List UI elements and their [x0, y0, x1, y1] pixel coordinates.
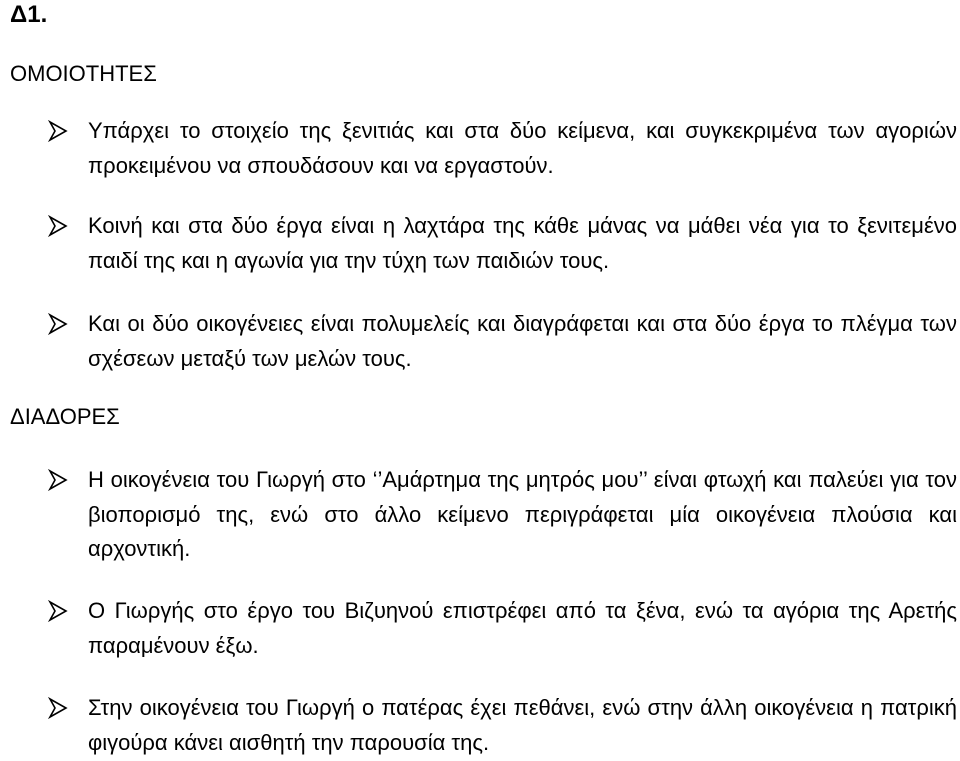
arrowhead-bullet-icon [47, 114, 69, 148]
list-item [47, 463, 957, 567]
page-heading: Δ1. [10, 1, 48, 28]
list-item-text: Κοινή και στα δύο έργα είναι η λαχτάρα της κάθε μάνας να μάθει νέα για το ξενιτεμένο παιδί της και η αγωνία για την τύχη των παιδιών τους. [88, 213, 957, 273]
list-item-text: Η οικογένεια του Γιωργή στο ‘’Αμάρτημα της μητρός μου’’ είναι φτωχή και παλεύει για τον βιοπορισμό της, ενώ στο άλλο κείμενο περιγράφεται μία οικογένεια πλούσια και αρχοντική. [88, 467, 957, 561]
list-item [47, 114, 957, 183]
list-item-text: Και οι δύο οικογένειες είναι πολυμελείς και διαγράφεται και στα δύο έργα το πλέγμα των σχέσεων μεταξύ των μελών τους. [88, 311, 957, 371]
list-item [47, 594, 957, 663]
list-item-text: Ο Γιωργής στο έργο του Βιζυηνού επιστρέφει από τα ξένα, ενώ τα αγόρια της Αρετής παραμένουν έξω. [88, 598, 957, 658]
arrowhead-bullet-icon [47, 209, 69, 243]
list-item-text: Στην οικογένεια του Γιωργή ο πατέρας έχει πεθάνει, ενώ στην άλλη οικογένεια η πατρική φιγούρα κάνει αισθητή την παρουσία της. [88, 695, 957, 755]
arrowhead-bullet-icon [47, 691, 69, 725]
list-item-text: Υπάρχει το στοιχείο της ξενιτιάς και στα δύο κείμενα, και συγκεκριμένα των αγοριών προκειμένου να σπουδάσουν και να εργαστούν. [88, 118, 957, 178]
section-title-differences: ΔΙΑΔΟΡΕΣ [10, 404, 120, 429]
list-item [47, 209, 957, 278]
section-title-similarities: ΟΜΟΙΟΤΗΤΕΣ [10, 61, 157, 86]
list-item [47, 307, 957, 376]
arrowhead-bullet-icon [47, 594, 69, 628]
arrowhead-bullet-icon [47, 307, 69, 341]
list-item [47, 691, 957, 760]
arrowhead-bullet-icon [47, 463, 69, 497]
